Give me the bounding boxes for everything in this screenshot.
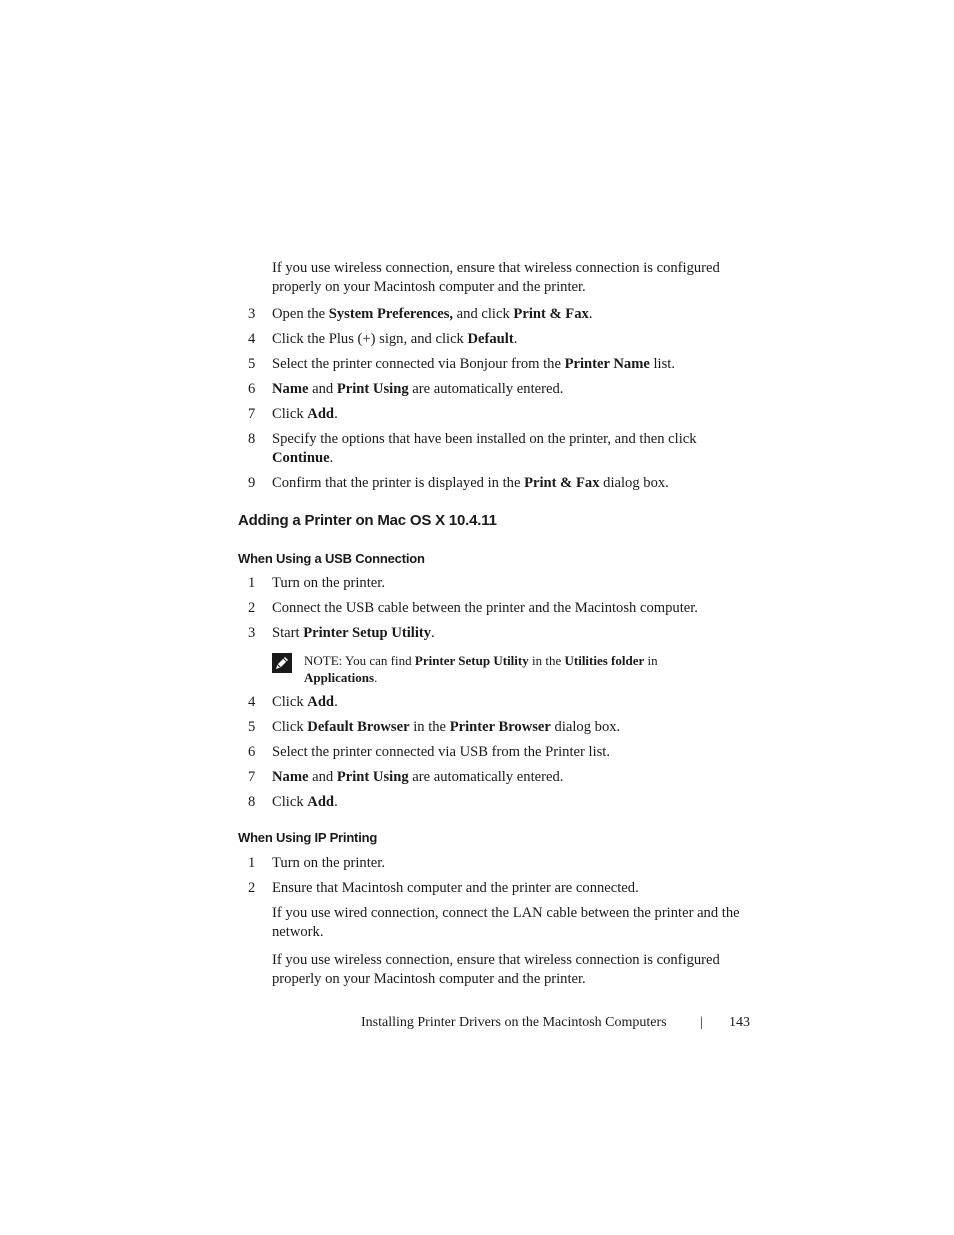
step-text: Click Add. (272, 406, 338, 422)
step-number: 6 (248, 744, 256, 760)
step-text: Click Add. (272, 794, 338, 810)
step-text: Specify the options that have been installed on the printer, and then click Continue. (272, 431, 697, 466)
step-number: 6 (248, 381, 256, 397)
footer-page-number: 143 (729, 1015, 750, 1030)
step-number: 2 (248, 880, 256, 896)
step-number: 5 (248, 356, 256, 372)
ip-paragraph-wireless: If you use wireless connection, ensure that wireless connection is configured properly on your Macintosh computer and the printer. (272, 952, 720, 987)
step-number: 8 (248, 431, 256, 447)
step-number: 5 (248, 719, 256, 735)
step-text: Select the printer connected via Bonjour from the Printer Name list. (272, 356, 675, 372)
subsection-heading-usb: When Using a USB Connection (238, 551, 425, 566)
step-number: 9 (248, 475, 256, 491)
step-text: Connect the USB cable between the printer and the Macintosh computer. (272, 600, 698, 616)
step-number: 1 (248, 855, 256, 871)
step-text: Open the System Preferences, and click Print & Fax. (272, 306, 593, 322)
ip-paragraph-wired: If you use wired connection, connect the LAN cable between the printer and the network. (272, 905, 740, 940)
section-heading: Adding a Printer on Mac OS X 10.4.11 (238, 512, 497, 529)
step-text: Name and Print Using are automatically entered. (272, 381, 564, 397)
step-number: 8 (248, 794, 256, 810)
step-number: 4 (248, 331, 256, 347)
step-text: Start Printer Setup Utility. (272, 625, 435, 641)
step-text: Click Add. (272, 694, 338, 710)
footer-separator: | (700, 1015, 703, 1030)
step-number: 4 (248, 694, 256, 710)
step-text: Select the printer connected via USB from the Printer list. (272, 744, 611, 760)
step-number: 1 (248, 575, 256, 591)
step-text: Turn on the printer. (272, 855, 385, 871)
step-text: Click Default Browser in the Printer Browser dialog box. (272, 719, 621, 735)
step-text: Click the Plus (+) sign, and click Default. (272, 331, 518, 347)
step-text: Turn on the printer. (272, 575, 385, 591)
step-number: 7 (248, 769, 256, 785)
footer-chapter-title: Installing Printer Drivers on the Macintosh Computers (361, 1015, 667, 1030)
step-number: 3 (248, 306, 256, 322)
note-pencil-icon (272, 653, 292, 673)
step-text: Name and Print Using are automatically entered. (272, 769, 564, 785)
intro-paragraph: If you use wireless connection, ensure that wireless connection is configured properly on your Macintosh computer and the printer. (272, 260, 720, 295)
step-number: 3 (248, 625, 256, 641)
subsection-heading-ip: When Using IP Printing (238, 830, 378, 845)
step-text: Ensure that Macintosh computer and the printer are connected. (272, 880, 639, 896)
note-text: NOTE: You can find Printer Setup Utility in the Utilities folder in Applications. (304, 653, 658, 685)
step-number: 2 (248, 600, 256, 616)
step-number: 7 (248, 406, 256, 422)
step-text: Confirm that the printer is displayed in the Print & Fax dialog box. (272, 475, 669, 491)
